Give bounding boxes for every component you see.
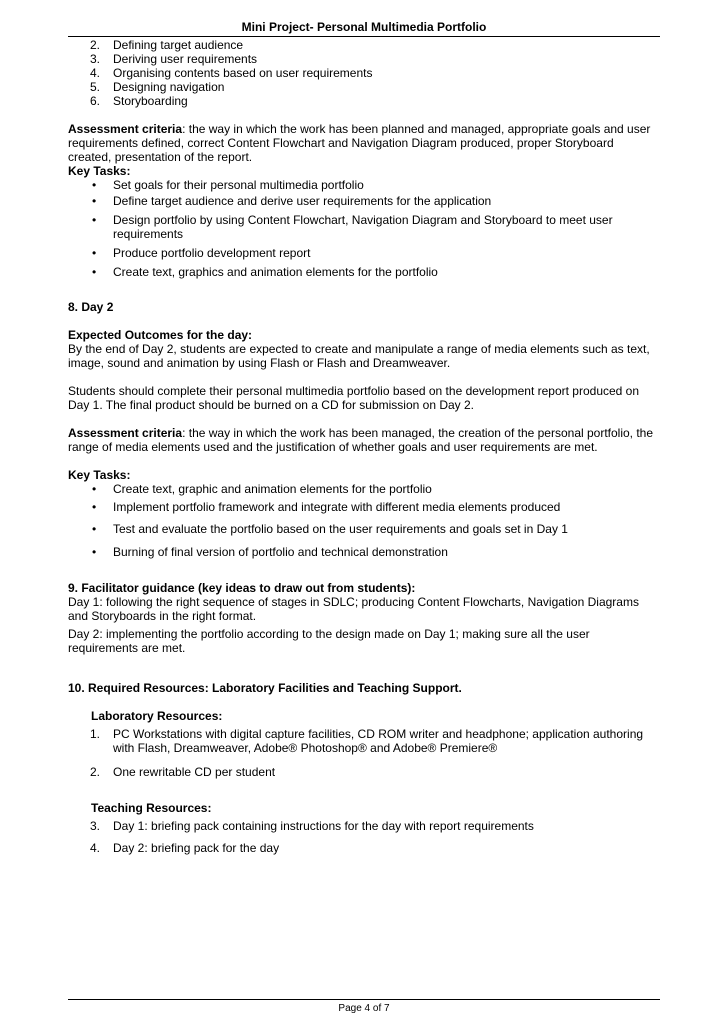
bullet-item: [68, 265, 660, 279]
list-item: [68, 765, 660, 779]
list-number: 6.: [90, 94, 101, 108]
list-item: [68, 38, 660, 52]
expected-outcomes-text: By the end of Day 2, students are expected to create and manipulate a range of media elements such as text, image, sound and animation by using Flash or Flash and Dreamweaver.: [68, 342, 650, 370]
bullet-item-text: Test and evaluate the portfolio based on the user requirements and goals set in Day 1: [113, 522, 568, 536]
list-item: [68, 94, 660, 108]
list-number: 4.: [90, 841, 101, 855]
list-number: 5.: [90, 80, 101, 94]
list-item-text: Day 2: briefing pack for the day: [113, 841, 280, 855]
teaching-resources-list: [68, 819, 660, 855]
list-item-text: Day 1: briefing pack containing instructions for the day with report requirements: [113, 819, 534, 833]
bullet-item-text: Burning of final version of portfolio and technical demonstration: [113, 545, 448, 559]
page-number: Page 4 of 7: [338, 1003, 390, 1014]
top-numbered-list: [68, 38, 660, 108]
bullet-item: [68, 482, 660, 496]
bullet-glyph: •: [92, 178, 97, 192]
list-number: 2.: [90, 38, 101, 52]
facilitator-day2: Day 2: implementing the portfolio according to the design made on Day 1; making sure all the user requirements are met.: [68, 627, 590, 655]
bullet-item: [68, 178, 660, 192]
bullet-item: [68, 213, 660, 241]
page-content: [68, 38, 660, 855]
bullet-item-text: Set goals for their personal multimedia portfolio: [113, 178, 364, 192]
section-8-heading: 8. Day 2: [68, 300, 114, 314]
page-header-title: Mini Project- Personal Multimedia Portfolio: [241, 20, 487, 34]
list-item-text: Designing navigation: [113, 80, 225, 94]
bullet-glyph: •: [92, 545, 97, 559]
bullet-item-text: Produce portfolio development report: [113, 246, 311, 260]
bullet-item: [68, 194, 660, 208]
list-item-text: PC Workstations with digital capture facilities, CD ROM writer and headphone; application authoring with Flash, Dreamweaver, Adobe® Photoshop® and Adobe® Premiere®: [113, 727, 644, 755]
list-item-text: One rewritable CD per student: [113, 765, 276, 779]
key-tasks-list-day2: [68, 482, 660, 559]
header-divider: [68, 36, 660, 37]
bullet-glyph: •: [92, 522, 97, 536]
list-number: 1.: [90, 727, 101, 741]
list-item-text: Defining target audience: [113, 38, 244, 52]
list-item: [68, 841, 660, 855]
bullet-item-text: Define target audience and derive user requirements for the application: [113, 194, 492, 208]
bullet-item-text: Implement portfolio framework and integrate with different media elements produced: [113, 500, 561, 514]
section-10-heading: 10. Required Resources: Laboratory Facilities and Teaching Support.: [68, 681, 462, 695]
bullet-glyph: •: [92, 213, 97, 227]
bullet-glyph: •: [92, 500, 97, 514]
list-number: 2.: [90, 765, 101, 779]
list-item: [68, 819, 660, 833]
key-tasks-heading: Key Tasks:: [68, 164, 131, 178]
list-number: 3.: [90, 52, 101, 66]
bullet-item-text: Create text, graphics and animation elements for the portfolio: [113, 265, 438, 279]
assessment-criteria-text: : the way in which the work has been planned and managed, appropriate goals and user requirements defined, correct Content Flowchart and Navigation Diagram produced, proper Storyboard created, presentation of the report.: [68, 122, 651, 164]
completion-paragraph: Students should complete their personal multimedia portfolio based on the development report produced on Day 1. The final product should be burned on a CD for submission on Day 2.: [68, 384, 640, 412]
list-item: [68, 80, 660, 94]
list-item: [68, 66, 660, 80]
list-number: 4.: [90, 66, 101, 80]
section-9-heading: 9. Facilitator guidance (key ideas to draw out from students):: [68, 581, 416, 595]
assessment-criteria-label: Assessment criteria: [68, 122, 183, 136]
list-item-text: Deriving user requirements: [113, 52, 258, 66]
bullet-glyph: •: [92, 482, 97, 496]
bullet-glyph: •: [92, 246, 97, 260]
laboratory-resources-list: [68, 727, 660, 779]
list-number: 3.: [90, 819, 101, 833]
assessment-criteria-day2: [68, 426, 660, 454]
expected-outcomes-heading: Expected Outcomes for the day:: [68, 328, 253, 342]
key-tasks-list-day1: [68, 178, 660, 279]
key-tasks-heading: Key Tasks:: [68, 468, 131, 482]
bullet-item: [68, 500, 660, 514]
bullet-glyph: •: [92, 265, 97, 279]
bullet-item: [68, 246, 660, 260]
list-item-text: Storyboarding: [113, 94, 188, 108]
laboratory-resources-heading: Laboratory Resources:: [91, 709, 223, 723]
bullet-item-text: Design portfolio by using Content Flowchart, Navigation Diagram and Storyboard to meet user requirements: [113, 213, 613, 241]
bullet-glyph: •: [92, 194, 97, 208]
list-item-text: Organising contents based on user requirements: [113, 66, 373, 80]
assessment-criteria-text: : the way in which the work has been managed, the creation of the personal portfolio, the range of media elements used and the justification of whether goals and user requirements are met.: [68, 426, 654, 454]
facilitator-day1: Day 1: following the right sequence of stages in SDLC; producing Content Flowcharts, Navigation Diagrams and Storyboards in the right format.: [68, 595, 639, 623]
footer-divider: [68, 999, 660, 1000]
assessment-criteria-label: Assessment criteria: [68, 426, 183, 440]
teaching-resources-heading: Teaching Resources:: [91, 801, 212, 815]
bullet-item: [68, 522, 660, 536]
list-item: [68, 727, 660, 755]
assessment-criteria-day1: [68, 122, 660, 164]
bullet-item: [68, 545, 660, 559]
list-item: [68, 52, 660, 66]
bullet-item-text: Create text, graphic and animation elements for the portfolio: [113, 482, 432, 496]
